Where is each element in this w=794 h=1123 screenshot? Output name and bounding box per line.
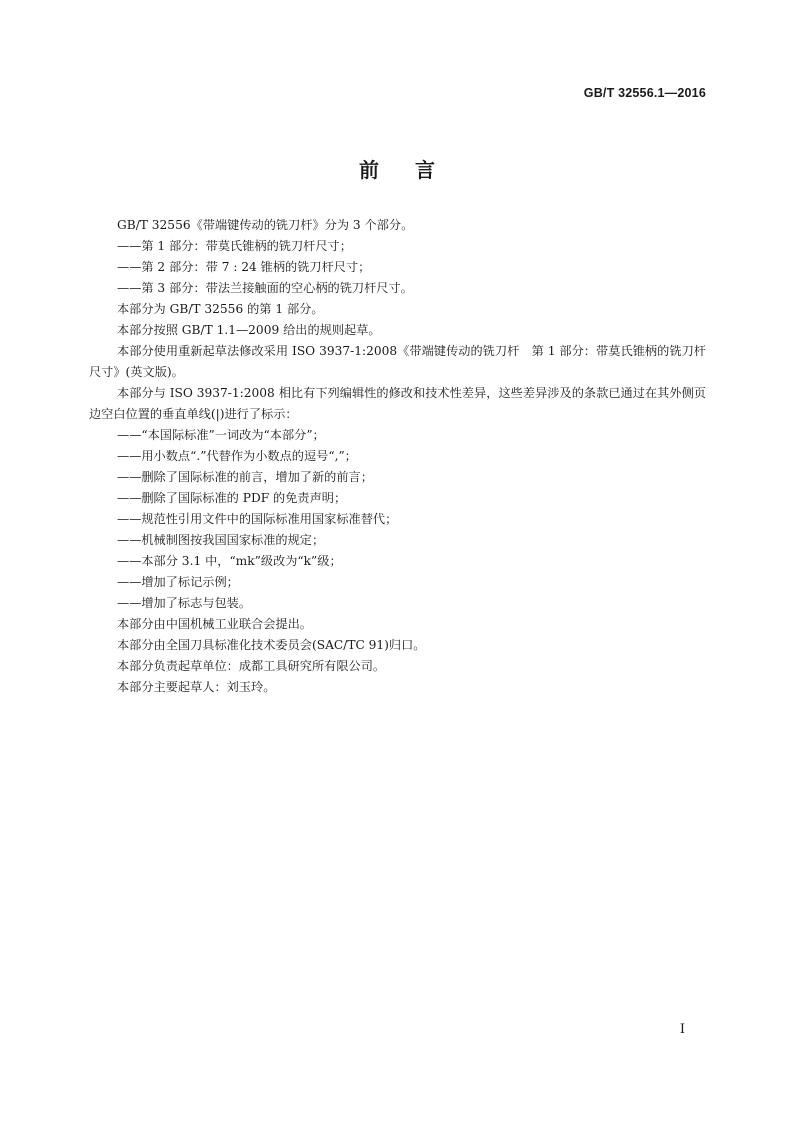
list-item-difference: ——用小数点“.”代替作为小数点的逗号“,”； bbox=[117, 449, 357, 463]
paragraph-parts-intro: GB/T 32556《带端键传动的铣刀杆》分为 3 个部分。 bbox=[117, 218, 414, 232]
list-item-difference: ——“本国际标准”一词改为“本部分”； bbox=[117, 428, 325, 442]
paragraph-drafting-rules: 本部分按照 GB/T 1.1—2009 给出的规则起草。 bbox=[117, 323, 381, 337]
paragraph-part-statement: 本部分为 GB/T 32556 的第 1 部分。 bbox=[117, 302, 324, 316]
list-item-difference: ——本部分 3.1 中，“mk”级改为“k”级； bbox=[117, 554, 342, 568]
list-item-difference: ——规范性引用文件中的国际标准用国家标准替代； bbox=[117, 512, 398, 526]
list-item-difference: ——机械制图按我国国家标准的规定； bbox=[117, 533, 325, 547]
paragraph-proposed-by: 本部分由中国机械工业联合会提出。 bbox=[117, 617, 312, 631]
list-item-part-1: ——第 1 部分：带莫氏锥柄的铣刀杆尺寸； bbox=[117, 239, 352, 253]
page-title: 前言 bbox=[359, 158, 471, 182]
list-item-part-3: ——第 3 部分：带法兰接触面的空心柄的铣刀杆尺寸。 bbox=[117, 281, 413, 295]
paragraph-adoption: 本部分使用重新起草法修改采用 ISO 3937-1:2008《带端键传动的铣刀杆 第 1 部分：带莫氏锥柄的铣刀杆尺寸》(英文版)。 bbox=[89, 344, 706, 379]
list-item-difference: ——增加了标记示例； bbox=[117, 575, 239, 589]
paragraph-drafters: 本部分主要起草人：刘玉玲。 bbox=[117, 680, 276, 694]
standard-number: GB/T 32556.1—2016 bbox=[583, 86, 706, 100]
paragraph-differences: 本部分与 ISO 3937-1:2008 相比有下列编辑性的修改和技术性差异，这些差异涉及的条款已通过在其外侧页边空白位置的垂直单线(|)进行了标示： bbox=[89, 386, 706, 421]
paragraph-drafting-unit: 本部分负责起草单位：成都工具研究所有限公司。 bbox=[117, 659, 386, 673]
list-item-difference: ——删除了国际标准的前言，增加了新的前言； bbox=[117, 470, 373, 484]
document-body bbox=[89, 215, 706, 698]
list-item-difference: ——删除了国际标准的 PDF 的免责声明； bbox=[117, 491, 347, 505]
paragraph-administered-by: 本部分由全国刀具标准化技术委员会(SAC/TC 91)归口。 bbox=[117, 638, 426, 652]
list-item-difference: ——增加了标志与包装。 bbox=[117, 596, 252, 610]
list-item-part-2: ——第 2 部分：带 7 : 24 锥柄的铣刀杆尺寸； bbox=[117, 260, 371, 274]
page-number: I bbox=[679, 1022, 685, 1037]
